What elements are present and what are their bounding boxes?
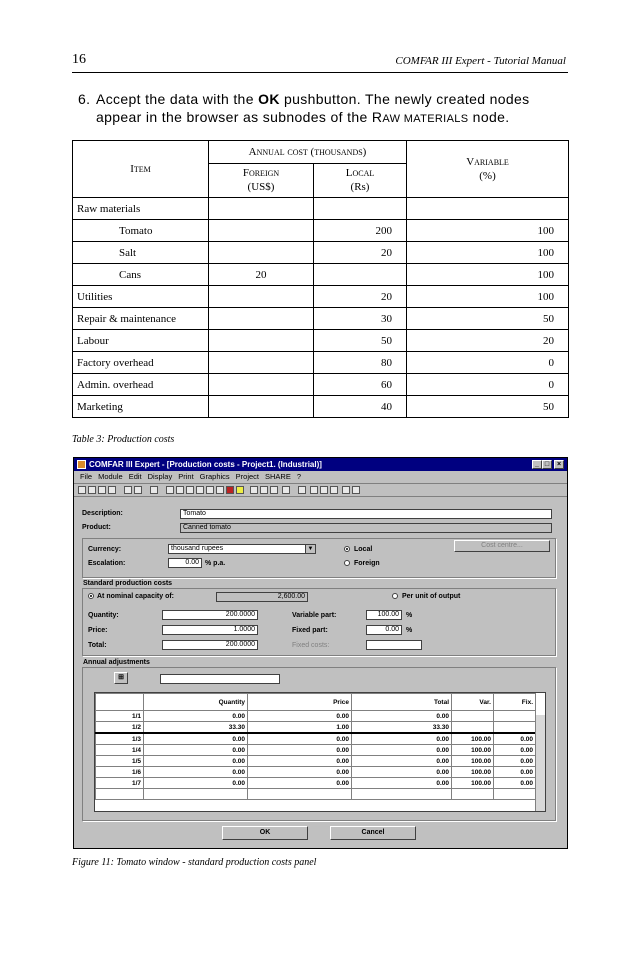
- cell-variable: 0: [407, 374, 569, 396]
- grid-cell[interactable]: 33.30: [352, 722, 452, 734]
- grid-cell[interactable]: 0.00: [352, 756, 452, 767]
- radio-foreign-label: Foreign: [354, 560, 380, 567]
- cell-variable: 20: [407, 330, 569, 352]
- grid-cell[interactable]: 0.00: [248, 711, 352, 722]
- cell-variable: 0: [407, 352, 569, 374]
- grid-header-cell: [96, 694, 144, 711]
- grid-cell[interactable]: 0.00: [494, 733, 536, 745]
- grid-cell[interactable]: 0.00: [494, 756, 536, 767]
- grid-cell[interactable]: [494, 722, 536, 734]
- grid-cell[interactable]: [452, 789, 494, 800]
- col-header-foreign: Foreign (US$): [209, 163, 314, 197]
- grid-cell[interactable]: [494, 789, 536, 800]
- grid-header-cell: Price: [248, 694, 352, 711]
- grid-cell[interactable]: [96, 789, 144, 800]
- cell-local: [314, 264, 407, 286]
- close-doc-icon[interactable]: [98, 486, 106, 494]
- cell-item: Marketing: [73, 396, 209, 418]
- currency-label: Currency:: [88, 546, 122, 553]
- menu-item-7[interactable]: SHARE: [265, 472, 291, 481]
- radio-nominal-label: At nominal capacity of:: [97, 593, 175, 600]
- currency-value: thousand rupees: [171, 545, 224, 552]
- layout-icon[interactable]: [330, 486, 338, 494]
- note-icon[interactable]: [236, 486, 244, 494]
- header-rule: [72, 72, 568, 73]
- cell-item: Repair & maintenance: [73, 308, 209, 330]
- description-label: Description:: [82, 510, 123, 517]
- menu-item-8[interactable]: ?: [296, 472, 302, 481]
- cell-item: Admin. overhead: [73, 374, 209, 396]
- cell-local: 200: [314, 220, 407, 242]
- cell-item: Cans: [73, 264, 209, 286]
- grid-row[interactable]: [96, 733, 536, 745]
- total-input[interactable]: 200.0000: [162, 640, 258, 650]
- ok-button[interactable]: OK: [222, 826, 308, 840]
- radio-per-unit-label: Per unit of output: [402, 593, 461, 600]
- escalation-unit: % p.a.: [205, 560, 226, 567]
- menu-bar: [74, 471, 567, 482]
- cell-local: [314, 198, 407, 220]
- col-header-variable: Variable (%): [407, 141, 569, 198]
- save-icon[interactable]: [108, 486, 116, 494]
- grid-cell[interactable]: 0.00: [144, 745, 248, 756]
- fixed-part-label: Fixed part:: [292, 627, 328, 634]
- layout-icon[interactable]: [320, 486, 328, 494]
- description-input[interactable]: Tomato: [180, 509, 552, 519]
- undo-icon[interactable]: [282, 486, 290, 494]
- fixed-costs-label: Fixed costs:: [292, 642, 330, 649]
- cell-variable: 100: [407, 264, 569, 286]
- table-row: [73, 330, 569, 352]
- cell-item: Tomato: [73, 220, 209, 242]
- annual-group-label: Annual adjustments: [83, 659, 150, 666]
- layout-icon[interactable]: [310, 486, 318, 494]
- cell-foreign: [209, 374, 314, 396]
- product-label: Product:: [82, 524, 111, 531]
- grid-cell[interactable]: 0.00: [144, 756, 248, 767]
- comfar-window: [73, 457, 568, 849]
- print-icon[interactable]: [124, 486, 132, 494]
- preview-icon[interactable]: [134, 486, 142, 494]
- grid-cell[interactable]: 0.00: [248, 745, 352, 756]
- production-costs-table: [72, 140, 569, 418]
- table-row: [73, 264, 569, 286]
- cell-foreign: [209, 352, 314, 374]
- grid-cell[interactable]: 0.00: [248, 778, 352, 789]
- grid-cell[interactable]: [352, 789, 452, 800]
- grid-cell[interactable]: 1/3: [96, 733, 144, 745]
- grid-cell[interactable]: 1/7: [96, 778, 144, 789]
- chart-icon[interactable]: [166, 486, 174, 494]
- grid-cell[interactable]: 33.30: [144, 722, 248, 734]
- chart-icon[interactable]: [196, 486, 204, 494]
- grid-row[interactable]: [96, 767, 536, 778]
- table-row: [73, 242, 569, 264]
- cost-centre-button[interactable]: Cost centre...: [454, 540, 550, 552]
- table-row: [73, 352, 569, 374]
- radio-local-label: Local: [354, 546, 373, 553]
- cell-variable: 100: [407, 286, 569, 308]
- grid-header-cell: Total: [352, 694, 452, 711]
- step-text-3: node.: [468, 109, 510, 125]
- app-icon: [77, 460, 86, 469]
- variable-unit: %: [406, 612, 413, 619]
- grid-row[interactable]: [96, 778, 536, 789]
- new-icon[interactable]: [78, 486, 86, 494]
- grid-cell[interactable]: [452, 722, 494, 734]
- page-number: 16: [72, 52, 86, 67]
- grid-cell[interactable]: 0.00: [248, 767, 352, 778]
- grid-header-cell: Var.: [452, 694, 494, 711]
- cell-item: Labour: [73, 330, 209, 352]
- grid-cell[interactable]: 0.00: [352, 745, 452, 756]
- grid-row[interactable]: [96, 711, 536, 722]
- open-icon[interactable]: [88, 486, 96, 494]
- escalation-input[interactable]: 0.00: [168, 558, 202, 568]
- grid-cell[interactable]: 1/6: [96, 767, 144, 778]
- chart-icon[interactable]: [206, 486, 214, 494]
- quantity-label: Quantity:: [88, 612, 119, 619]
- table-row: [73, 198, 569, 220]
- cell-foreign: [209, 220, 314, 242]
- book-icon[interactable]: [226, 486, 234, 494]
- grid-cell[interactable]: [494, 711, 536, 722]
- grid-cell[interactable]: 100.00: [452, 778, 494, 789]
- cell-item: Raw materials: [73, 198, 209, 220]
- grid-cell[interactable]: 100.00: [452, 756, 494, 767]
- grid-icon[interactable]: [186, 486, 194, 494]
- menu-item-5[interactable]: Graphics: [199, 472, 230, 481]
- cell-local: 80: [314, 352, 407, 374]
- col-header-item: Item: [73, 141, 209, 198]
- grid-cell[interactable]: 1.00: [248, 722, 352, 734]
- table-row: [73, 220, 569, 242]
- grid-cell[interactable]: 0.00: [352, 711, 452, 722]
- grid-cell[interactable]: 100.00: [452, 745, 494, 756]
- cell-variable: 50: [407, 308, 569, 330]
- grid-cell[interactable]: 100.00: [452, 767, 494, 778]
- grid-cell[interactable]: 0.00: [352, 733, 452, 745]
- table-row: [73, 374, 569, 396]
- copy-icon[interactable]: [260, 486, 268, 494]
- grid-cell[interactable]: 1/4: [96, 745, 144, 756]
- grid-cell[interactable]: 0.00: [494, 745, 536, 756]
- grid-header-cell: Quantity: [144, 694, 248, 711]
- table-row: [73, 286, 569, 308]
- table-row: [73, 308, 569, 330]
- step-text-1: Accept the data with the: [96, 91, 259, 107]
- grid-cell[interactable]: 0.00: [494, 778, 536, 789]
- col-header-annual: Annual cost (thousands): [209, 141, 407, 164]
- grid-cell[interactable]: 0.00: [248, 733, 352, 745]
- menu-item-6[interactable]: Project: [235, 472, 260, 481]
- nominal-capacity-field: 2,600.00: [216, 592, 308, 602]
- cell-variable: 100: [407, 242, 569, 264]
- grid-cell[interactable]: 0.00: [144, 767, 248, 778]
- step-raw-rest: AW MATERIALS: [382, 113, 469, 125]
- grid-toggle-icon[interactable]: ⊞: [114, 672, 128, 684]
- cell-foreign: 20: [209, 264, 314, 286]
- step-raw-r: R: [371, 109, 383, 125]
- running-title: COMFAR III Expert - Tutorial Manual: [395, 55, 566, 67]
- table-row: [73, 396, 569, 418]
- cancel-button[interactable]: Cancel: [330, 826, 416, 840]
- fixed-costs-input[interactable]: [366, 640, 422, 650]
- total-label: Total:: [88, 642, 107, 649]
- annual-grid-table: [95, 693, 536, 800]
- radio-per-unit[interactable]: [392, 593, 398, 599]
- table-icon[interactable]: [150, 486, 158, 494]
- std-group-label: Standard production costs: [83, 580, 173, 587]
- layout-icon[interactable]: [352, 486, 360, 494]
- grid-cell[interactable]: 1/1: [96, 711, 144, 722]
- grid-cell[interactable]: 0.00: [144, 711, 248, 722]
- grid-cell[interactable]: 0.00: [248, 756, 352, 767]
- step-text-2: pushbutton. The newly created nodes appear in the browser as subnodes of the: [96, 91, 530, 125]
- currency-select[interactable]: [168, 544, 316, 554]
- window-title: COMFAR III Expert - [Production costs - Project1. (Industrial)]: [89, 460, 322, 469]
- grid-cell[interactable]: 0.00: [352, 778, 452, 789]
- grid-cell[interactable]: 0.00: [144, 778, 248, 789]
- figure-caption: Figure 11: Tomato window - standard production costs panel: [72, 857, 317, 868]
- variable-part-input[interactable]: 100.00: [366, 610, 402, 620]
- cell-local: 30: [314, 308, 407, 330]
- grid-cell[interactable]: [452, 711, 494, 722]
- grid-cell[interactable]: [144, 789, 248, 800]
- cell-variable: [407, 198, 569, 220]
- grid-row[interactable]: [96, 756, 536, 767]
- cut-icon[interactable]: [250, 486, 258, 494]
- step-paragraph: [78, 90, 568, 128]
- window-titlebar: [74, 458, 567, 471]
- cell-local: 60: [314, 374, 407, 396]
- variable-part-label: Variable part:: [292, 612, 337, 619]
- step-text: [96, 90, 568, 128]
- cell-foreign: [209, 286, 314, 308]
- cell-local: 20: [314, 286, 407, 308]
- col-header-local: Local (Rs): [314, 163, 407, 197]
- cell-variable: 100: [407, 220, 569, 242]
- cell-item: Factory overhead: [73, 352, 209, 374]
- grid-header-row: [96, 694, 536, 711]
- step-ok-word: OK: [258, 91, 280, 107]
- close-icon[interactable]: ×: [554, 460, 564, 469]
- table-caption: Table 3: Production costs: [72, 434, 175, 445]
- grid-cell[interactable]: 0.00: [494, 767, 536, 778]
- price-input[interactable]: 1.0000: [162, 625, 258, 635]
- radio-nominal[interactable]: [88, 593, 94, 599]
- grid-cell[interactable]: 1/5: [96, 756, 144, 767]
- cell-foreign: [209, 308, 314, 330]
- maximize-icon[interactable]: □: [542, 460, 552, 469]
- product-field: Canned tomato: [180, 523, 552, 533]
- cell-local: 40: [314, 396, 407, 418]
- menu-item-1[interactable]: Module: [98, 472, 123, 481]
- menu-item-3[interactable]: Display: [147, 472, 173, 481]
- grid-cell[interactable]: 0.00: [144, 733, 248, 745]
- chart-icon[interactable]: [176, 486, 184, 494]
- fixed-unit: %: [406, 627, 413, 634]
- radio-foreign[interactable]: [344, 560, 350, 566]
- cell-foreign: [209, 396, 314, 418]
- menu-item-2[interactable]: Edit: [128, 472, 142, 481]
- cell-foreign: [209, 330, 314, 352]
- layout-icon[interactable]: [342, 486, 350, 494]
- step-number: 6.: [78, 91, 91, 107]
- grid-header-cell: Fix.: [494, 694, 536, 711]
- cell-item: Utilities: [73, 286, 209, 308]
- grid-row[interactable]: [96, 745, 536, 756]
- cell-local: 50: [314, 330, 407, 352]
- toolbar: [74, 483, 567, 497]
- menu-item-0[interactable]: File: [80, 472, 93, 481]
- cell-foreign: [209, 198, 314, 220]
- menu-item-4[interactable]: Print: [178, 472, 194, 481]
- radio-local[interactable]: [344, 546, 350, 552]
- grid-cell[interactable]: 0.00: [352, 767, 452, 778]
- dropdown-arrow-icon[interactable]: ▼: [305, 545, 315, 553]
- chart-icon[interactable]: [216, 486, 224, 494]
- grid-edit-input[interactable]: [160, 674, 280, 684]
- grid-row[interactable]: [96, 789, 536, 800]
- escalation-label: Escalation:: [88, 560, 126, 567]
- cell-variable: 50: [407, 396, 569, 418]
- cell-item: Salt: [73, 242, 209, 264]
- fixed-part-input[interactable]: 0.00: [366, 625, 402, 635]
- paste-icon[interactable]: [270, 486, 278, 494]
- grid-cell[interactable]: 100.00: [452, 733, 494, 745]
- price-label: Price:: [88, 627, 108, 634]
- grid-row[interactable]: [96, 722, 536, 734]
- grid-cell[interactable]: [248, 789, 352, 800]
- grid-cell[interactable]: 1/2: [96, 722, 144, 734]
- cell-local: 20: [314, 242, 407, 264]
- tools-icon[interactable]: [298, 486, 306, 494]
- quantity-input[interactable]: 200.0000: [162, 610, 258, 620]
- annual-grid: [94, 692, 546, 812]
- cell-foreign: [209, 242, 314, 264]
- grid-scrollbar[interactable]: [535, 715, 545, 811]
- minimize-icon[interactable]: _: [532, 460, 542, 469]
